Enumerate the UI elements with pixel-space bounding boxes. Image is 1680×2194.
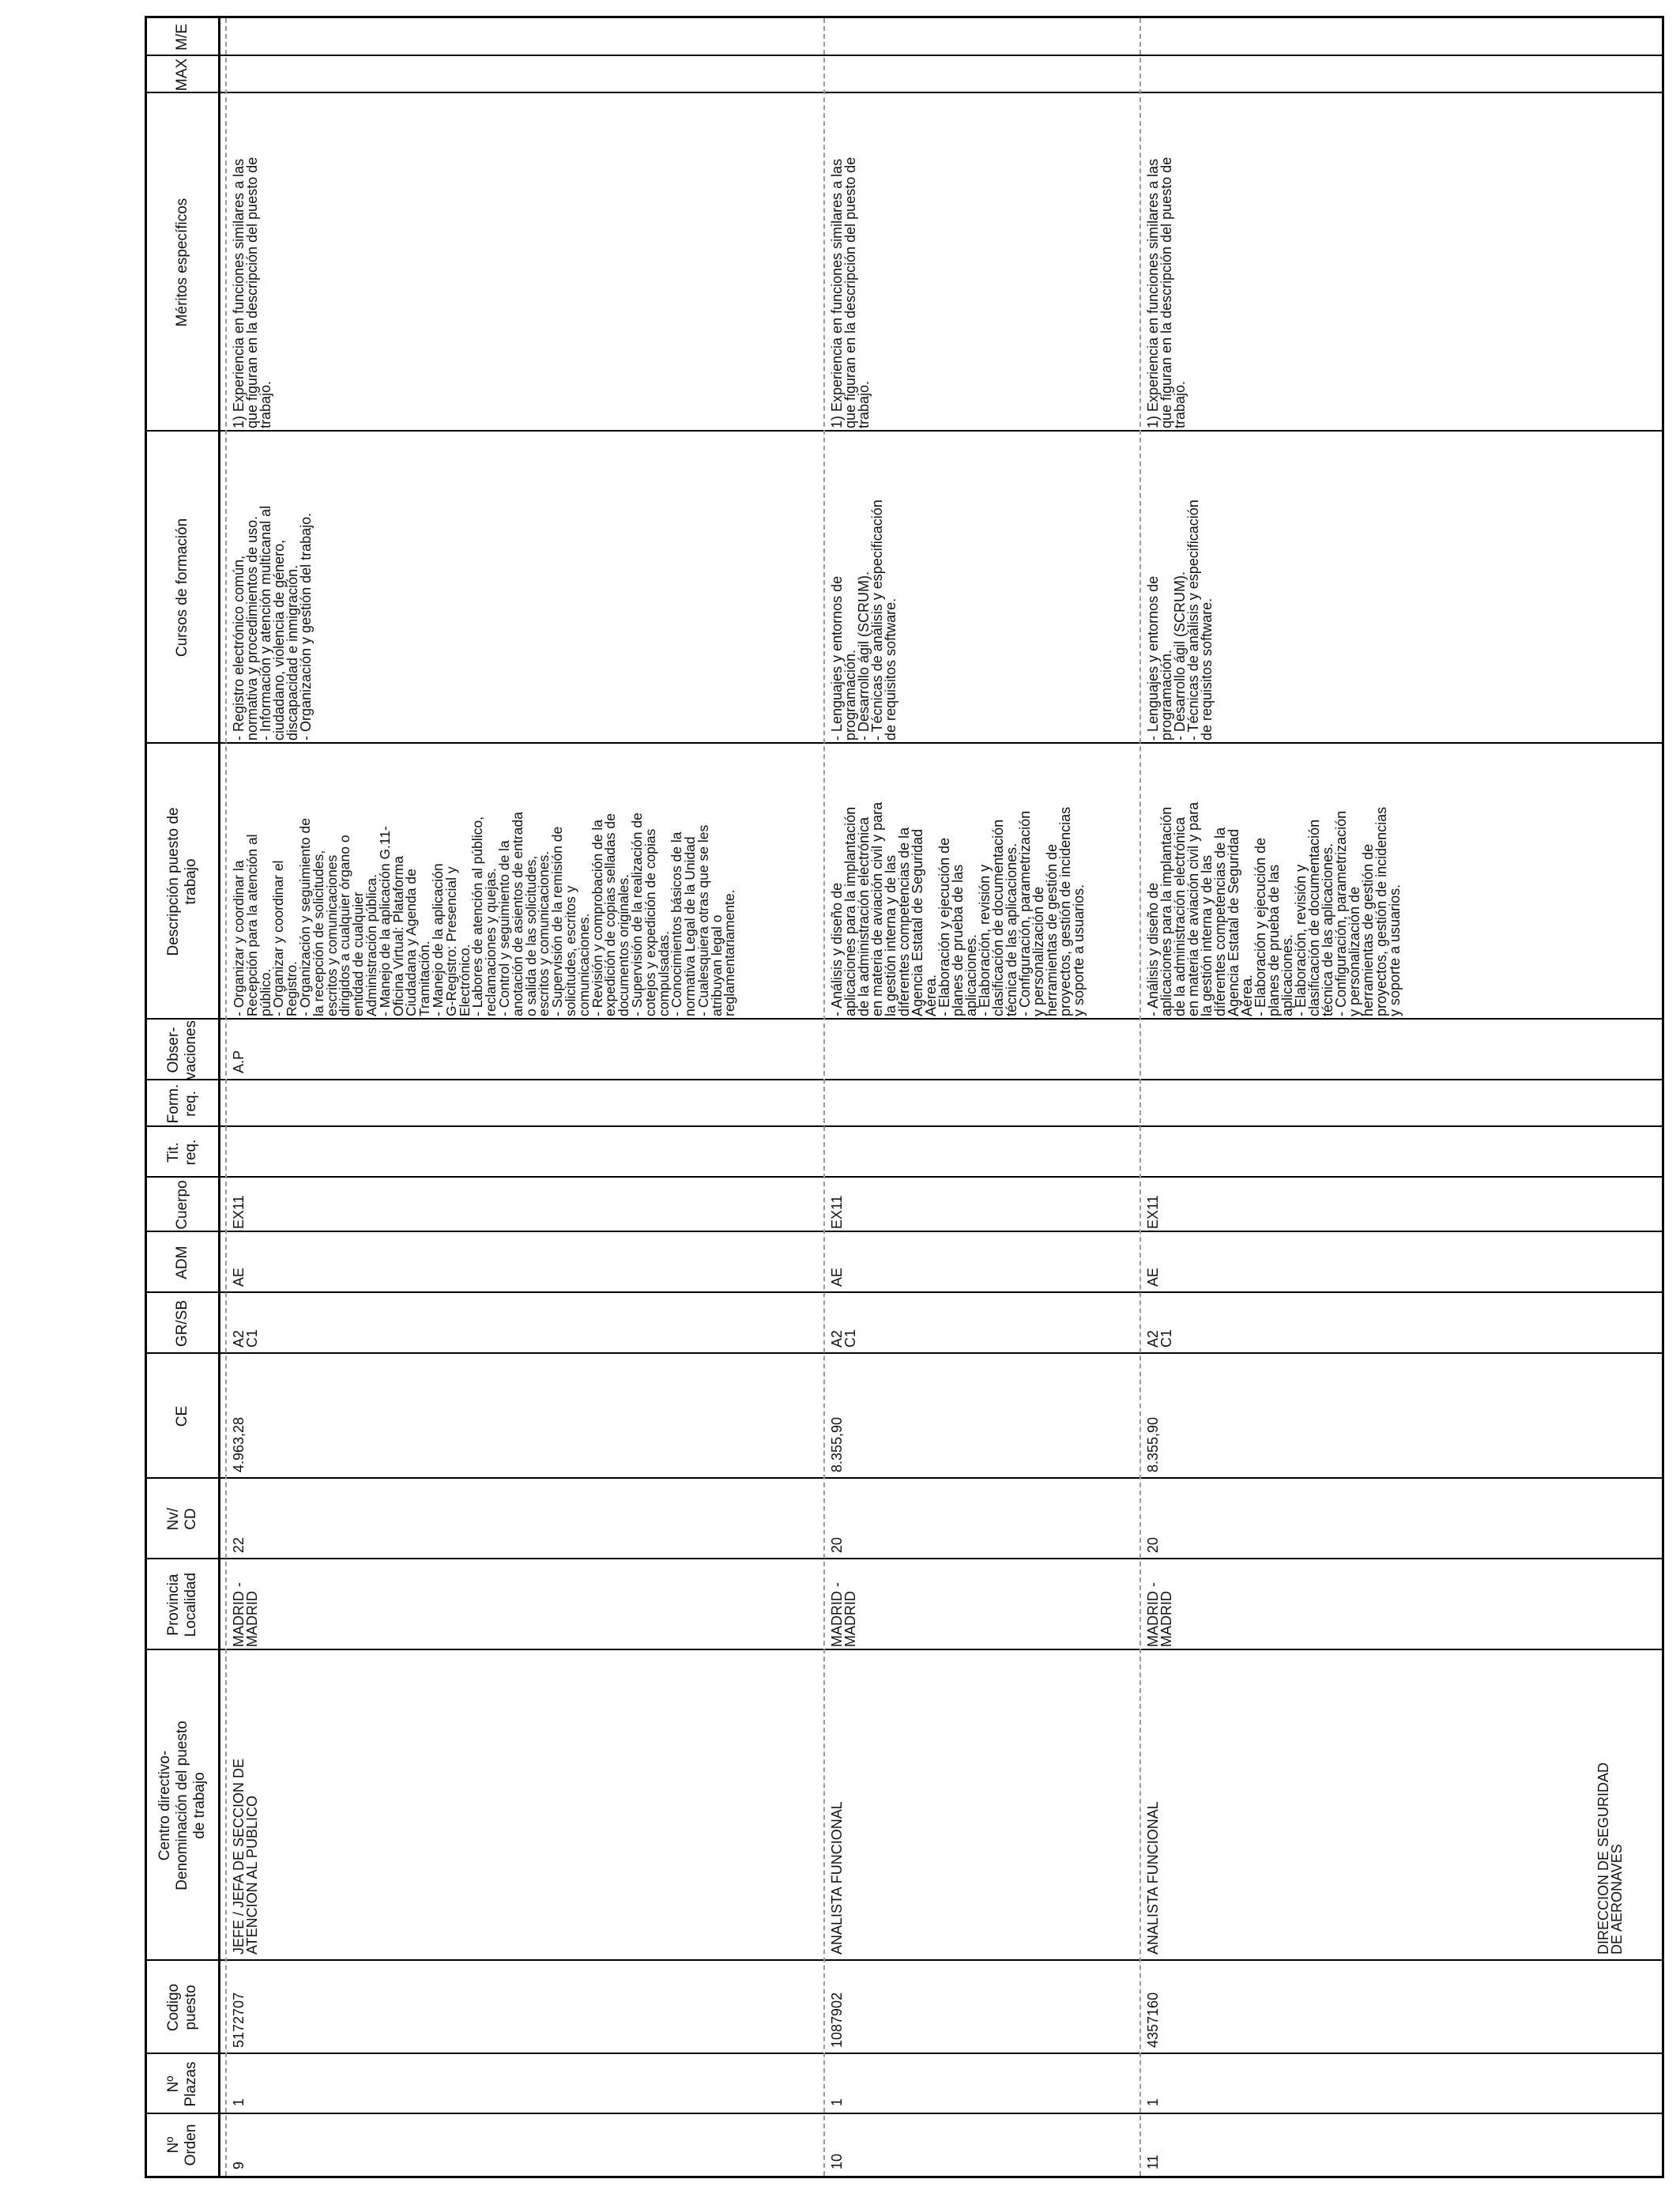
column-divider: [147, 1018, 1662, 1020]
column-divider: [147, 2053, 1662, 2054]
header-plazas: Nº Plazas: [165, 2061, 199, 2107]
header-me: M/E: [174, 24, 190, 51]
row-9-codigo: 5172707: [231, 1992, 247, 2048]
column-divider: [147, 1959, 1662, 1961]
column-divider: [147, 1352, 1662, 1354]
header-grupo: GR/SB: [174, 1299, 190, 1348]
column-divider: [147, 1649, 1662, 1650]
column-divider: [147, 55, 1662, 56]
row-9-orden: 9: [231, 2161, 247, 2169]
row-11-ce: 8.355,90: [1145, 1416, 1161, 1472]
row-11-grupo: A2 C1: [1145, 1329, 1174, 1348]
row-10-adm: AE: [829, 1267, 845, 1287]
row-separator: [1139, 18, 1141, 2176]
row-11-cursos: - Lenguajes y entornos de programación. - Desarrollo ágil (SCRUM). - Técnicas de análisis y especificación de requisitos software.: [1145, 499, 1215, 741]
header-centro: Centro directivo- Denominación del puesto de trabajo: [156, 1721, 208, 1891]
row-11-codigo: 4357160: [1145, 1992, 1161, 2048]
row-11-adm: AE: [1145, 1267, 1161, 1287]
header-formacion: Form. req.: [165, 1084, 199, 1124]
row-separator: [823, 18, 825, 2176]
header-descripcion: Descripción puesto de trabajo: [165, 807, 199, 956]
row-10-orden: 10: [829, 2153, 845, 2169]
row-9-ce: 4.963,28: [231, 1416, 247, 1472]
header-meritos: Méritos específicos: [174, 198, 190, 327]
header-max: MAX: [174, 58, 190, 92]
column-divider: [147, 92, 1662, 93]
row-10-cursos: - Lenguajes y entornos de programación. - Desarrollo ágil (SCRUM). - Técnicas de análisis y especificación de requisitos software.: [829, 499, 898, 741]
column-divider: [147, 1477, 1662, 1479]
row-11-nivel: 20: [1145, 1536, 1161, 1553]
row-11-centro: ANALISTA FUNCIONAL: [1145, 1801, 1161, 1955]
row-9-descripcion: - Organizar y coordinar la Recepción para la atención al público. - Organizar y coordinar el Registro. - Organización y seguimiento de la recepción de solicitudes, escritos y comunicaciones dirigidos a cualquier órgano o entidad de cualquier Administración pública. - Manejo de la aplicación G.11- Oficina Virtual: Plataforma Ciudadana y Agenda de Tramitación. - Manejo de la aplicación G-Registro: Presencial y Electrónico. - Labores de atención al público, reclamaciones y quejas. - Control y seguimiento de la anotación de asientos de entrada o salida de las solicitudes, escritos y comunicaciones. - Supervisión de la remisión de solicitudes, escritos y comunicaciones. - Revisión y comprobación de la expedición de copias selladas de documentos originales. - Supervisión de la realización de cotejos y expedición de copias compulsadas. - Conocimientos básicos de la normativa Legal de la Unidad - Cualesquiera otras que se les atribuyan legal o reglamentariamente.: [231, 812, 738, 1016]
header-titulacion: Tit. req.: [165, 1139, 199, 1166]
header-cursos: Cursos de formación: [174, 518, 190, 658]
column-divider: [147, 1291, 1662, 1293]
row-9-nivel: 22: [231, 1536, 247, 1553]
row-9-plazas: 1: [231, 2098, 247, 2106]
row-9-grupo: A2 C1: [231, 1329, 260, 1348]
header-provincia: Provincia Localidad: [165, 1572, 199, 1638]
row-9-observaciones: A.P: [231, 1050, 247, 1073]
section-heading: DIRECCION DE SEGURIDAD DE AERONAVES: [1595, 1762, 1625, 1955]
row-10-ce: 8.355,90: [829, 1416, 845, 1472]
header-cuerpo: Cuerpo: [174, 1180, 190, 1230]
table-header: [147, 18, 220, 2176]
column-divider: [147, 430, 1662, 432]
row-11-provincia: MADRID - MADRID: [1145, 1582, 1174, 1647]
header-observaciones: Obser- vaciones: [165, 1020, 199, 1080]
header-orden: Nº Orden: [165, 2124, 199, 2166]
column-divider: [147, 2113, 1662, 2114]
row-10-codigo: 1087902: [829, 1992, 845, 2048]
positions-table: [145, 16, 1664, 2178]
column-divider: [147, 1125, 1662, 1127]
row-11-cuerpo: EX11: [1145, 1195, 1161, 1229]
row-11-descripcion: - Análisis y diseño de aplicaciones para la implantación de la administración electrónica en materia de aviación civil y para la gestión interna y de las diferentes competencias de la Agencia Estatal de Seguridad Aérea. - Elaboración y ejecución de planes de prueba de las aplicaciones. - Elaboración, revisión y clasificación de documentación técnica de las aplicaciones. - Configuración, parametrización y personalización de herramientas de gestión de proyectos, gestión de incidencias y soporte a usuarios.: [1145, 801, 1403, 1016]
row-9-meritos: 1) Experiencia en funciones similares a las que figuran en la descripción del puesto de trabajo.: [231, 156, 273, 428]
row-9-provincia: MADRID - MADRID: [231, 1582, 260, 1647]
column-divider: [147, 1231, 1662, 1232]
row-10-cuerpo: EX11: [829, 1195, 845, 1229]
row-9-cuerpo: EX11: [231, 1195, 247, 1229]
row-10-meritos: 1) Experiencia en funciones similares a las que figuran en la descripción del puesto de trabajo.: [829, 156, 872, 428]
row-10-centro: ANALISTA FUNCIONAL: [829, 1801, 845, 1955]
column-divider: [147, 742, 1662, 744]
row-10-nivel: 20: [829, 1536, 845, 1553]
row-10-provincia: MADRID - MADRID: [829, 1582, 858, 1647]
row-9-centro: JEFE / JEFA DE SECCION DE ATENCION AL PUBLICO: [231, 1758, 260, 1955]
header-nivel: Nv/ CD: [165, 1507, 199, 1531]
column-divider: [147, 1079, 1662, 1080]
row-10-grupo: A2 C1: [829, 1329, 858, 1348]
row-separator: [225, 18, 227, 2176]
column-divider: [147, 1558, 1662, 1559]
row-9-adm: AE: [231, 1267, 247, 1287]
row-9-cursos: - Registro electrónico común, normativa y procedimientos de uso. - Información y atención multicanal al ciudadano, violencia de género, discapacidad e inmigración. - Organización y gestión del trabajo.: [231, 505, 314, 741]
header-adm: ADM: [174, 1246, 190, 1280]
row-11-plazas: 1: [1145, 2098, 1161, 2106]
header-ce: CE: [174, 1405, 190, 1427]
column-divider: [147, 1176, 1662, 1178]
row-11-meritos: 1) Experiencia en funciones similares a las que figuran en la descripción del puesto de trabajo.: [1145, 156, 1188, 428]
header-codigo: Codigo puesto: [165, 1983, 199, 2032]
row-10-plazas: 1: [829, 2098, 845, 2106]
row-10-descripcion: - Análisis y diseño de aplicaciones para la implantación de la administración electrónica en materia de aviación civil y para la gestión interna y de las diferentes competencias de la Agencia Estatal de Seguridad Aérea. - Elaboración y ejecución de planes de prueba de las aplicaciones. - Elaboración, revisión y clasificación de documentación técnica de las aplicaciones. - Configuración, parametrización y personalización de herramientas de gestión de proyectos, gestión de incidencias y soporte a usuarios.: [829, 801, 1087, 1016]
row-11-orden: 11: [1145, 2154, 1161, 2169]
